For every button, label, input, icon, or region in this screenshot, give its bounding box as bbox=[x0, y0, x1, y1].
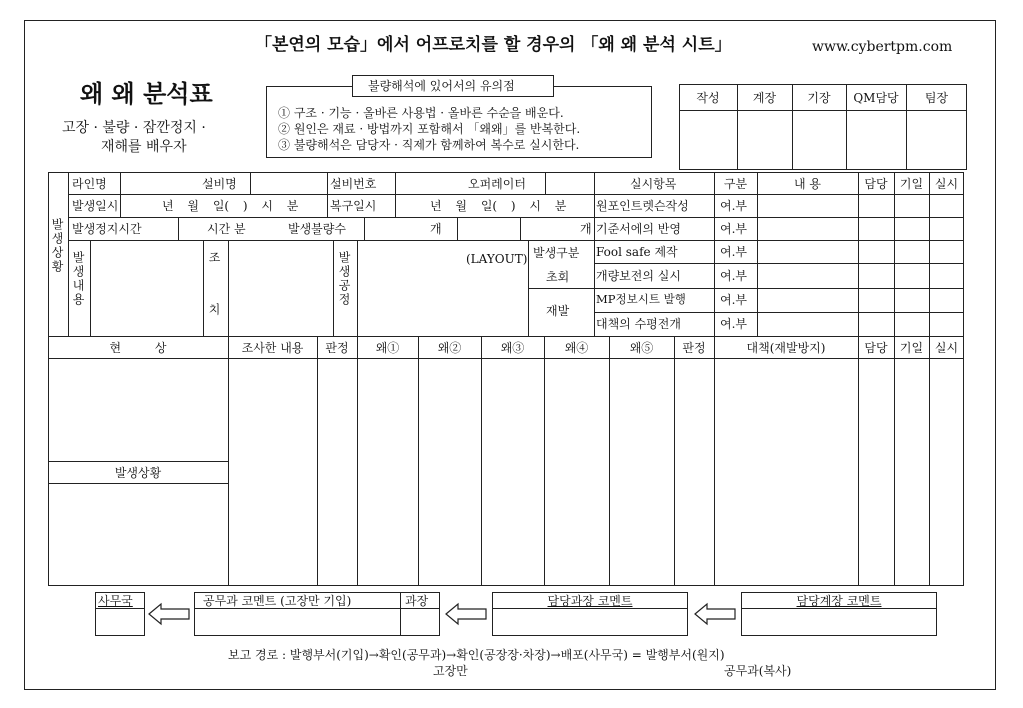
analysis-header-why-1: 왜① bbox=[375, 341, 400, 355]
stop-time-label: 발생정지시간 bbox=[72, 222, 142, 236]
form-subtitle-2: 재해를 배우자 bbox=[101, 139, 187, 155]
recovery-date-label: 복구일시 bbox=[330, 199, 377, 213]
approval-writer: 작성 bbox=[696, 91, 720, 105]
impl-item-3: Fool safe 제작 bbox=[596, 245, 678, 259]
layout-label: (LAYOUT) bbox=[466, 252, 528, 266]
occur-date-label: 발생일시 bbox=[72, 199, 119, 213]
content-label: 발생내용 bbox=[71, 251, 85, 307]
defect-count-label: 발생불량수 bbox=[288, 222, 346, 236]
impl-header-content: 내 용 bbox=[794, 177, 821, 191]
chief-comment-label: 담당계장 코멘트 bbox=[796, 594, 882, 608]
analysis-header-phenomenon: 현 상 bbox=[109, 341, 167, 355]
analysis-header-judgment-2: 판정 bbox=[682, 341, 706, 355]
approval-qm: QM담당 bbox=[853, 91, 899, 105]
impl-item-5: MP정보시트 발행 bbox=[596, 292, 686, 306]
impl-header-type: 구분 bbox=[723, 177, 748, 191]
impl-choice-5: 여.부 bbox=[720, 293, 747, 307]
website-url: www.cybertpm.com bbox=[812, 39, 953, 55]
analysis-header-why-5: 왜⑤ bbox=[629, 341, 654, 355]
sheet-title: 「본연의 모습」에서 어프로치를 할 경우의 「왜 왜 분석 시트」 bbox=[255, 35, 732, 55]
analysis-header-due: 기일 bbox=[899, 341, 924, 355]
analysis-header-countermeasure: 대책(재발방지) bbox=[746, 341, 826, 355]
left-arrow-icon bbox=[693, 602, 737, 626]
analysis-header-why-2: 왜② bbox=[437, 341, 462, 355]
recovery-date-fields: 년 월 일( ) 시 분 bbox=[430, 199, 567, 213]
defect-unit-2: 개 bbox=[580, 222, 592, 236]
impl-header-due: 기일 bbox=[899, 177, 924, 191]
left-arrow-icon bbox=[147, 602, 191, 626]
impl-header-owner: 담당 bbox=[864, 177, 888, 191]
impl-choice-1: 여.부 bbox=[720, 199, 747, 213]
equipment-no-label: 설비번호 bbox=[330, 177, 377, 191]
main-grid bbox=[48, 172, 964, 586]
impl-item-1: 원포인트렛슨작성 bbox=[596, 199, 689, 213]
analysis-occurrence-label: 발생상황 bbox=[114, 466, 162, 480]
equipment-name-label: 설비명 bbox=[202, 177, 237, 191]
failure-only-note: 고장만 bbox=[433, 664, 468, 678]
first-occurrence: 초회 bbox=[546, 270, 570, 284]
operator-label: 오퍼레이터 bbox=[468, 177, 526, 191]
impl-choice-4: 여.부 bbox=[720, 269, 747, 283]
occur-type-label: 발생구분 bbox=[533, 246, 580, 260]
process-label: 발생공정 bbox=[337, 251, 351, 307]
impl-header-item: 실시항목 bbox=[630, 177, 677, 191]
left-arrow-icon bbox=[444, 602, 488, 626]
notes-heading: 불량해석에 있어서의 유의점 bbox=[368, 79, 515, 93]
analysis-header-investigation: 조사한 내용 bbox=[241, 341, 304, 355]
analysis-header-owner: 담당 bbox=[864, 341, 888, 355]
impl-choice-2: 여.부 bbox=[720, 222, 747, 236]
approval-engineer: 기장 bbox=[807, 91, 831, 105]
report-route: 보고 경로 : 발행부서(기입)→확인(공무과)→확인(공장장·차장)→배포(사무국) = 발행부서(원지) bbox=[228, 648, 725, 662]
impl-choice-6: 여.부 bbox=[720, 317, 747, 331]
note-item-3: ③ 불량해석은 담당자 · 직제가 함께하여 복수로 실시한다. bbox=[278, 138, 580, 152]
manager-comment-label: 담당과장 코멘트 bbox=[547, 594, 633, 608]
form-subtitle-1: 고장 · 불량 · 잠깐정지 · bbox=[62, 120, 206, 136]
analysis-header-done: 실시 bbox=[934, 341, 959, 355]
office-label: 사무국 bbox=[98, 594, 133, 608]
approval-team-lead: 팀장 bbox=[924, 91, 949, 105]
impl-item-4: 개량보전의 실시 bbox=[596, 269, 681, 283]
analysis-header-judgment-1: 판정 bbox=[325, 341, 349, 355]
form-title: 왜 왜 분석표 bbox=[80, 80, 213, 108]
defect-unit-1: 개 bbox=[430, 222, 442, 236]
analysis-header-why-3: 왜③ bbox=[500, 341, 525, 355]
approval-chief: 계장 bbox=[752, 91, 777, 105]
note-item-1: ① 구조 · 기능 · 올바른 사용법 · 올바른 수순을 배운다. bbox=[278, 106, 564, 120]
repeat-occurrence: 재발 bbox=[546, 304, 570, 318]
analysis-header-why-4: 왜④ bbox=[564, 341, 589, 355]
impl-choice-3: 여.부 bbox=[720, 245, 747, 259]
impl-item-6: 대책의 수평전개 bbox=[596, 317, 681, 331]
stop-time-fields: 시간 분 bbox=[207, 222, 246, 236]
occurrence-section-label: 발생상황 bbox=[50, 218, 64, 274]
note-item-2: ② 원인은 재료 · 방법까지 포함해서 「왜왜」를 반복한다. bbox=[278, 122, 581, 136]
works-comment-label: 공무과 코멘트 (고장만 기입) bbox=[203, 594, 352, 608]
section-chief-label: 과장 bbox=[405, 594, 429, 608]
copy-note: 공무과(복사) bbox=[724, 664, 792, 678]
impl-header-done: 실시 bbox=[934, 177, 959, 191]
impl-item-2: 기준서에의 반영 bbox=[596, 222, 681, 236]
occur-date-fields: 년 월 일( ) 시 분 bbox=[162, 199, 299, 213]
action-label: 조치 bbox=[207, 251, 221, 355]
line-name-label: 라인명 bbox=[72, 177, 107, 191]
